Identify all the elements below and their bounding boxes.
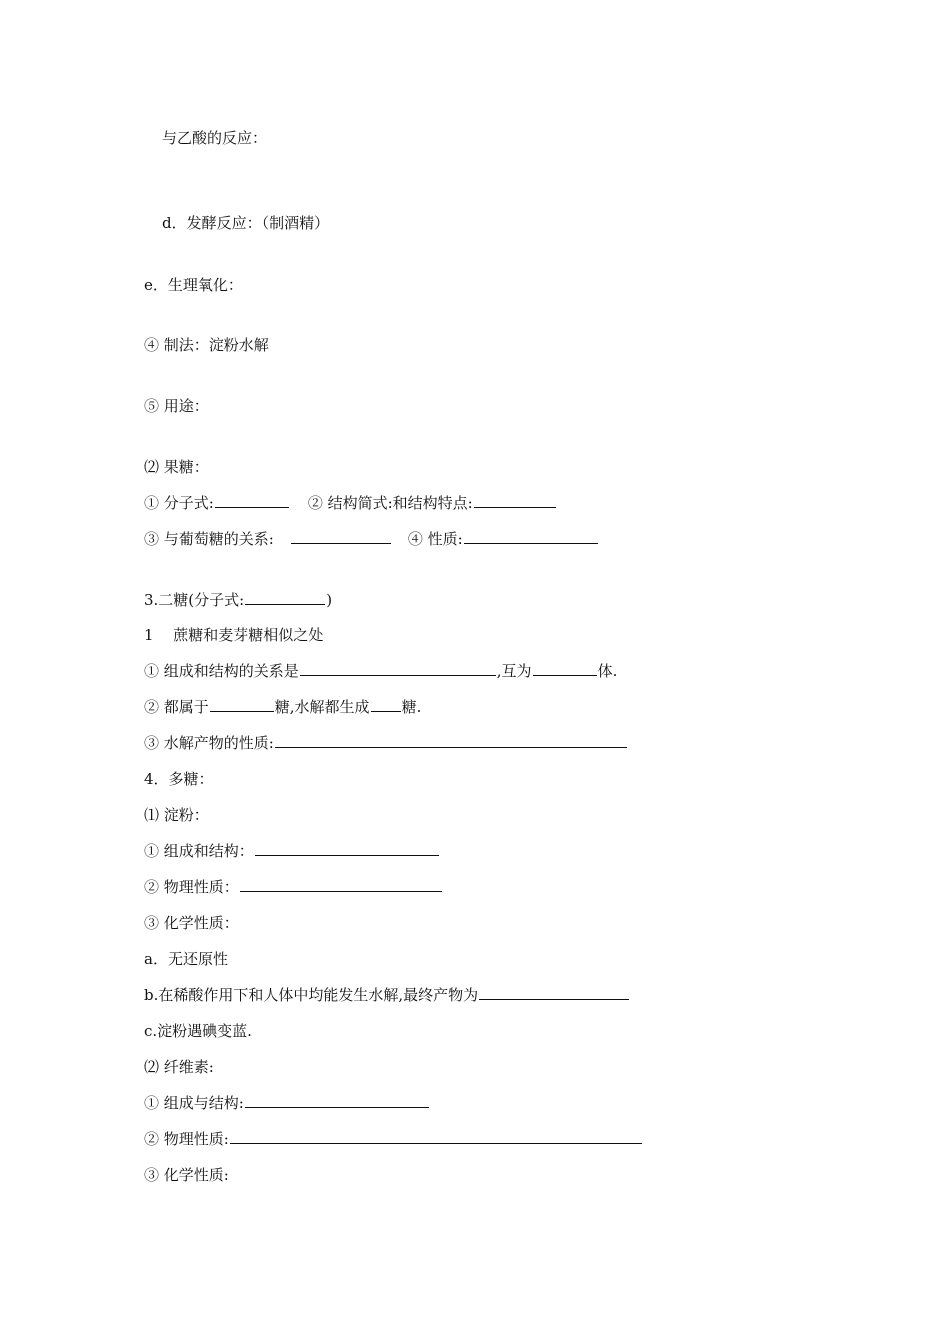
text: ③ 化学性质:: [144, 1166, 229, 1184]
answer-blank[interactable]: [464, 529, 598, 544]
text: ⑤ 用途：: [144, 397, 209, 415]
text: ③ 与葡萄糖的关系:: [144, 530, 274, 548]
text: ② 结构简式:和结构特点:: [307, 494, 473, 512]
text: ② 物理性质:: [144, 1130, 229, 1148]
line-disaccharide-2: [144, 697, 421, 717]
text: ① 分子式:: [144, 494, 214, 512]
text: ⑵ 纤维素:: [144, 1058, 214, 1076]
text: ④ 性质:: [407, 530, 463, 548]
text: ⑵ 果糖：: [144, 458, 209, 476]
line-cellulose-physical: [144, 1129, 643, 1149]
line-fructose-formula: [144, 493, 557, 513]
line-sucrose-maltose: [144, 625, 323, 645]
line-cellulose-composition: [144, 1093, 430, 1113]
answer-blank[interactable]: [533, 661, 597, 676]
text: ,互为: [496, 662, 532, 680]
text: d．发酵反应：（制酒精）: [162, 214, 330, 232]
text: ① 组成和结构的关系是: [144, 662, 299, 680]
text: ① 组成和结构：: [144, 842, 254, 860]
text: ⑴ 淀粉：: [144, 806, 209, 824]
line-fructose-heading: [144, 457, 209, 477]
answer-blank[interactable]: [230, 1129, 642, 1144]
text: 3.二糖(分子式:: [144, 591, 245, 609]
line-fermentation: [162, 213, 329, 233]
answer-blank[interactable]: [479, 985, 629, 1000]
text: ③ 化学性质：: [144, 914, 239, 932]
line-glucose-preparation: [144, 335, 269, 355]
text: 糖,水解都生成: [274, 698, 370, 716]
answer-blank[interactable]: [245, 1093, 429, 1108]
line-disaccharide-3: [144, 733, 628, 753]
line-starch-physical: [144, 877, 443, 897]
answer-blank[interactable]: [210, 697, 274, 712]
answer-blank[interactable]: [215, 493, 289, 508]
answer-blank[interactable]: [474, 493, 556, 508]
line-polysaccharide-heading: [144, 769, 214, 789]
text: 1 蔗糖和麦芽糖相似之处: [144, 626, 324, 644]
text: a．无还原性: [144, 950, 228, 968]
line-disaccharide-heading: [144, 590, 332, 610]
answer-blank[interactable]: [245, 590, 325, 605]
line-starch-b: [144, 985, 630, 1005]
text: ): [326, 591, 333, 609]
line-acetic-acid-reaction: [162, 128, 267, 148]
answer-blank[interactable]: [240, 877, 442, 892]
text: c.淀粉遇碘变蓝.: [144, 1022, 252, 1040]
line-fructose-relation: [144, 529, 599, 549]
line-cellulose-chemical: [144, 1165, 229, 1185]
line-physiological-oxidation: [144, 275, 243, 295]
answer-blank[interactable]: [275, 733, 627, 748]
text: 4．多糖：: [144, 770, 214, 788]
text: ② 都属于: [144, 698, 209, 716]
answer-blank[interactable]: [371, 697, 401, 712]
line-starch-heading: [144, 805, 209, 825]
text: 体.: [597, 662, 618, 680]
line-starch-chemical: [144, 913, 239, 933]
text: e．生理氧化：: [144, 276, 243, 294]
answer-blank[interactable]: [300, 661, 496, 676]
line-cellulose-heading: [144, 1057, 214, 1077]
text: ④ 制法：淀粉水解: [144, 336, 269, 354]
answer-blank[interactable]: [291, 529, 391, 544]
text: 糖.: [401, 698, 422, 716]
text: 与乙酸的反应：: [162, 129, 268, 147]
text: ② 物理性质：: [144, 878, 239, 896]
text: ③ 水解产物的性质:: [144, 734, 274, 752]
line-starch-c: [144, 1021, 252, 1041]
line-starch-composition: [144, 841, 440, 861]
line-glucose-use: [144, 396, 209, 416]
line-disaccharide-1: [144, 661, 617, 681]
text: ① 组成与结构:: [144, 1094, 244, 1112]
line-starch-a: [144, 949, 228, 969]
answer-blank[interactable]: [255, 841, 439, 856]
text: b.在稀酸作用下和人体中均能发生水解,最终产物为: [144, 986, 479, 1004]
